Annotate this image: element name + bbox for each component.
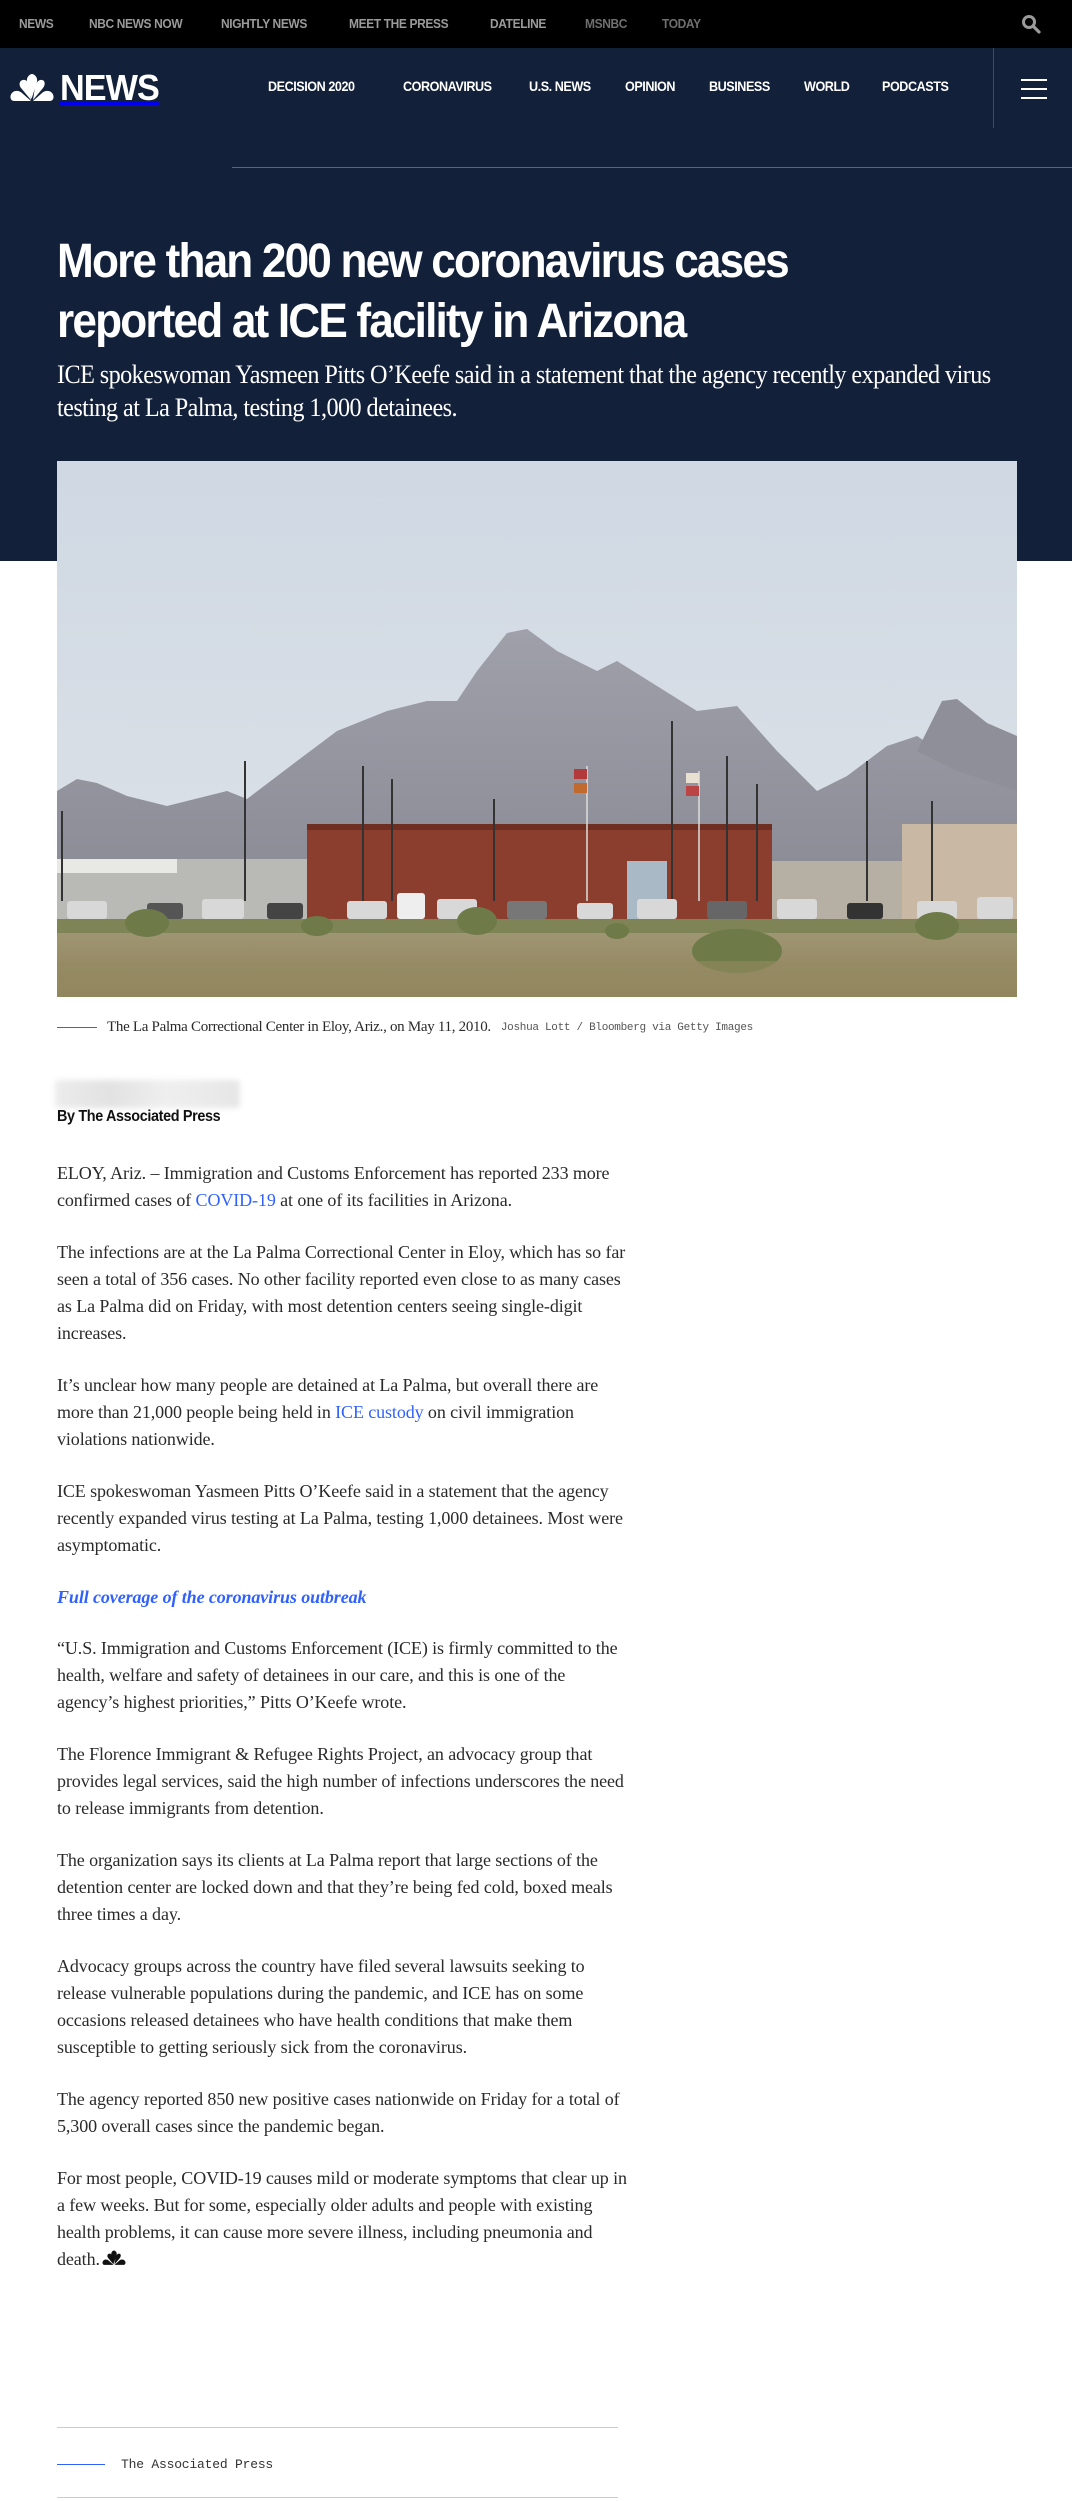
nav-world[interactable]: WORLD [804,78,850,94]
caption-text: The La Palma Correctional Center in Eloy, Ariz., on May 11, 2010. [107,1019,491,1035]
topbar-link-dateline[interactable]: DATELINE [490,16,546,31]
nav-coronavirus[interactable]: CORONAVIRUS [403,78,492,94]
nav-us-news[interactable]: U.S. NEWS [529,78,591,94]
paragraph: It’s unclear how many people are detained at La Palma, but overall there are more than 21,000 people being held in ICE custody on civil immigration violations nationwide. [57,1375,599,1449]
article-body [57,1160,627,2298]
peacock-logo-icon [10,73,54,103]
paragraph: The organization says its clients at La Palma report that large sections of the detention center are locked down and that they’re being fed cold, boxed meals three times a day. [57,1850,613,1924]
search-icon[interactable] [1021,14,1041,34]
nbc-news-logo[interactable] [10,68,164,108]
paragraph: ICE spokeswoman Yasmeen Pitts O’Keefe said in a statement that the agency recently expanded virus testing at La Palma, testing 1,000 detainees. Most were asymptomatic. [57,1481,623,1555]
nav-podcasts[interactable]: PODCASTS [882,78,949,94]
author-name: The Associated Press [121,2457,274,2472]
paragraph: The infections are at the La Palma Correctional Center in Eloy, which has so far seen a total of 356 cases. No other facility reported even close to as many cases as La Palma did on Friday, with most detention centers seeing single-digit increases. [57,1242,626,1343]
hamburger-menu-icon[interactable] [1021,79,1047,98]
paragraph: Advocacy groups across the country have filed several lawsuits seeking to release vulnerable populations during the pandemic, and ICE has on some occasions released detainees who have health conditions that make them susceptible to getting seriously sick from the coronavirus. [57,1956,585,2057]
topbar-link-nbc-news-now[interactable]: NBC NEWS NOW [89,16,183,31]
article-dek: ICE spokeswoman Yasmeen Pitts O’Keefe said in a statement that the agency recently expanded virus testing at La Palma, testing 1,000 detainees. [57,360,991,422]
paragraph: For most people, COVID-19 causes mild or moderate symptoms that clear up in a few weeks. But for some, especially older adults and people with existing health problems, it can cause more severe illness, including pneumonia and death. [57,2168,627,2269]
nav-divider [993,48,994,128]
blurred-timestamp [55,1080,240,1108]
footer-rule-top [57,2427,618,2428]
article-headline: More than 200 new coronavirus cases reported at ICE facility in Arizona [57,235,788,348]
ice-custody-link[interactable]: ICE custody [335,1402,424,1422]
footer-rule-bottom [57,2497,618,2498]
article-lead-image [57,461,1017,997]
paragraph: ELOY, Ariz. – Immigration and Customs Enforcement has reported 233 more confirmed cases of COVID-19 at one of its facilities in Arizona. [57,1163,610,1210]
paragraph: “U.S. Immigration and Customs Enforcement (ICE) is firmly committed to the health, welfare and safety of detainees in our care, and this is one of the agency’s highest priorities,” Pitts O’Keefe wrote. [57,1638,618,1712]
nav-opinion[interactable]: OPINION [625,78,676,94]
caption-accent-line [57,1027,97,1028]
topbar-link-today[interactable]: TODAY [662,16,701,31]
image-caption [57,1019,1017,1036]
topbar-link-msnbc[interactable]: MSNBC [585,16,628,31]
topbar-link-meet-the-press[interactable]: MEET THE PRESS [349,16,449,31]
logo-wordmark: NEWS [60,67,159,108]
paragraph: The Florence Immigrant & Refugee Rights Project, an advocacy group that provides legal services, said the high number of infections underscores the need to release immigrants from detention. [57,1744,624,1818]
top-network-bar [0,0,1072,48]
paragraph: The agency reported 850 new positive cases nationwide on Friday for a total of 5,300 overall cases since the pandemic began. [57,2089,620,2136]
covid-19-link[interactable]: COVID-19 [195,1190,276,1210]
full-coverage-link[interactable]: Full coverage of the coronavirus outbreak [57,1587,367,1607]
nav-decision-2020[interactable]: DECISION 2020 [268,78,355,94]
author-accent-line [57,2464,105,2465]
coverage-paragraph [57,1584,627,1611]
article-byline: By The Associated Press [57,1108,221,1125]
caption-credit: Joshua Lott / Bloomberg via Getty Images [500,1021,753,1034]
topbar-link-nightly-news[interactable]: NIGHTLY NEWS [221,16,307,31]
peacock-end-mark-icon [102,2250,126,2266]
detention-center-photo [57,461,1017,997]
topbar-link-news[interactable]: NEWS [19,16,54,31]
nav-business[interactable]: BUSINESS [709,78,770,94]
header-rule [232,167,1072,168]
author-footer [57,2457,273,2472]
